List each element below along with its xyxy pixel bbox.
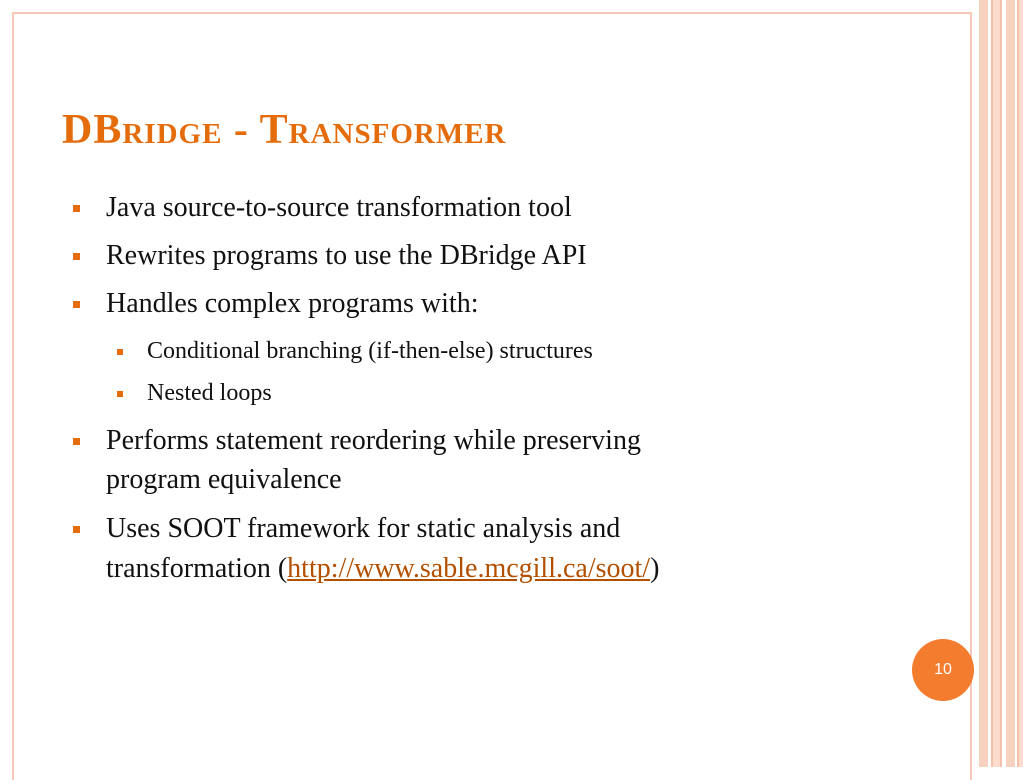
sub-bullet-text: Nested loops bbox=[147, 380, 272, 406]
bullet-text: Handles complex programs with: bbox=[106, 288, 479, 319]
page-number: 10 bbox=[934, 661, 952, 678]
decorative-stripe bbox=[979, 0, 988, 767]
bullet-text: program equivalence bbox=[106, 464, 342, 495]
sub-bullet-text: Conditional branching (if-then-else) structures bbox=[147, 338, 593, 364]
square-bullet-icon bbox=[73, 438, 80, 445]
decorative-stripe bbox=[1017, 0, 1023, 767]
decorative-stripe bbox=[991, 0, 1002, 767]
square-bullet-icon bbox=[117, 349, 123, 355]
square-bullet-icon bbox=[73, 253, 80, 260]
decorative-stripe bbox=[1006, 0, 1015, 767]
page-number-badge bbox=[912, 639, 974, 701]
slide-title: DBridge - Transformer bbox=[62, 107, 507, 153]
bullet-text: Uses SOOT framework for static analysis and bbox=[106, 513, 621, 544]
bullet-text: Rewrites programs to use the DBridge API bbox=[106, 240, 587, 271]
square-bullet-icon bbox=[73, 301, 80, 308]
square-bullet-icon bbox=[73, 205, 80, 212]
soot-link[interactable]: http://www.sable.mcgill.ca/soot/ bbox=[287, 553, 651, 584]
square-bullet-icon bbox=[73, 526, 80, 533]
link-suffix: ) bbox=[650, 553, 660, 584]
link-prefix: transformation ( bbox=[106, 553, 288, 584]
square-bullet-icon bbox=[117, 391, 123, 397]
bullet-text-with-link bbox=[106, 550, 659, 588]
bullet-text: Performs statement reordering while preserving bbox=[106, 425, 641, 456]
bullet-text: Java source-to-source transformation tool bbox=[106, 192, 572, 223]
